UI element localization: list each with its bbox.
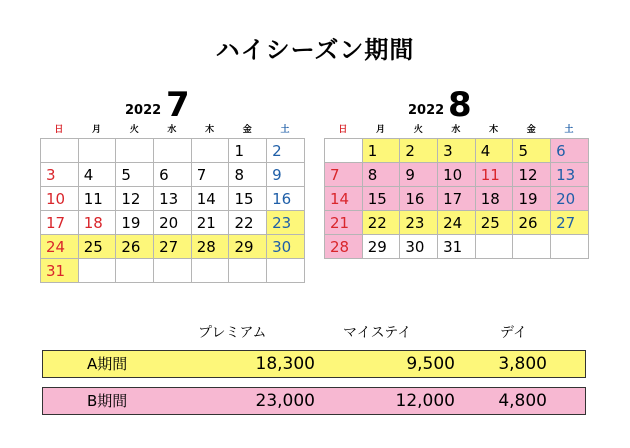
- calendar-day-cell: 18: [475, 187, 513, 211]
- weekday-label: 月: [92, 125, 102, 135]
- calendar-day-cell: 1: [229, 139, 267, 163]
- calendar-empty-cell: [551, 235, 589, 259]
- calendar-empty-cell: [191, 139, 229, 163]
- calendar-week-row: [41, 211, 305, 235]
- weekday-label: 火: [129, 125, 139, 135]
- calendar-day-cell: 23: [400, 211, 438, 235]
- calendar-day-cell: 27: [154, 235, 192, 259]
- weekday-label: 火: [413, 125, 423, 135]
- august-month: 8: [448, 85, 472, 125]
- weekday-label: 月: [376, 125, 386, 135]
- weekday-label: 土: [280, 125, 290, 135]
- calendar-day-cell: 24: [438, 211, 476, 235]
- calendar-day-cell: 11: [475, 163, 513, 187]
- july-year: 2022: [125, 103, 162, 118]
- calendar-day-cell: 22: [362, 211, 400, 235]
- calendar-week-row: [325, 211, 589, 235]
- calendar-day-cell: 28: [325, 235, 363, 259]
- calendar-day-cell: 24: [41, 235, 79, 259]
- price-mystay: 9,500: [406, 354, 455, 374]
- weekday-label: 水: [451, 125, 461, 135]
- weekday-label: 日: [338, 125, 348, 135]
- weekday-label: 土: [564, 125, 574, 135]
- calendar-day-cell: 23: [267, 211, 305, 235]
- calendar-week-row: [41, 235, 305, 259]
- calendar-week-row: [41, 187, 305, 211]
- calendar-day-cell: 3: [438, 139, 476, 163]
- price-row-b: [42, 387, 586, 415]
- weekday-label: 金: [242, 125, 252, 135]
- weekday-label: 日: [54, 125, 64, 135]
- calendar-empty-cell: [78, 259, 116, 283]
- calendar-day-cell: 3: [41, 163, 79, 187]
- calendar-day-cell: 7: [191, 163, 229, 187]
- calendar-day-cell: 21: [191, 211, 229, 235]
- calendar-day-cell: 22: [229, 211, 267, 235]
- period-label: B期間: [87, 392, 128, 410]
- calendar-week-row: [41, 259, 305, 283]
- august-year: 2022: [408, 103, 445, 118]
- calendar-day-cell: 19: [513, 187, 551, 211]
- calendar-empty-cell: [116, 139, 154, 163]
- weekday-label: 水: [167, 125, 177, 135]
- calendar-day-cell: 5: [513, 139, 551, 163]
- calendar-week-row: [325, 187, 589, 211]
- calendar-day-cell: 31: [41, 259, 79, 283]
- calendar-week-row: [41, 139, 305, 163]
- calendar-day-cell: 26: [116, 235, 154, 259]
- calendar-day-cell: 15: [362, 187, 400, 211]
- calendar-day-cell: 5: [116, 163, 154, 187]
- calendar-day-cell: 18: [78, 211, 116, 235]
- calendar-day-cell: 4: [475, 139, 513, 163]
- calendar-day-cell: 10: [41, 187, 79, 211]
- august-calendar: [324, 122, 589, 259]
- calendar-day-cell: 28: [191, 235, 229, 259]
- calendar-day-cell: 29: [229, 235, 267, 259]
- august-header: [324, 82, 588, 125]
- price-premium: 23,000: [255, 391, 315, 411]
- price-premium: 18,300: [255, 354, 315, 374]
- weekday-label: 木: [205, 125, 215, 135]
- calendar-empty-cell: [191, 259, 229, 283]
- price-day: 4,800: [498, 391, 547, 411]
- price-header-day: デイ: [500, 325, 528, 341]
- price-mystay: 12,000: [395, 391, 455, 411]
- calendar-week-row: [325, 163, 589, 187]
- calendar-day-cell: 14: [191, 187, 229, 211]
- calendar-day-cell: 2: [267, 139, 305, 163]
- calendar-day-cell: 17: [438, 187, 476, 211]
- august-date-grid: [324, 138, 589, 259]
- weekday-label: 木: [489, 125, 499, 135]
- july-header: [40, 82, 304, 125]
- calendar-day-cell: 8: [362, 163, 400, 187]
- calendar-day-cell: 9: [267, 163, 305, 187]
- july-weekday-row: [40, 122, 305, 138]
- price-day: 3,800: [498, 354, 547, 374]
- calendar-day-cell: 6: [551, 139, 589, 163]
- calendar-day-cell: 9: [400, 163, 438, 187]
- calendar-day-cell: 12: [513, 163, 551, 187]
- august-weekday-row: [324, 122, 589, 138]
- calendar-day-cell: 4: [78, 163, 116, 187]
- calendar-day-cell: 27: [551, 211, 589, 235]
- calendar-day-cell: 17: [41, 211, 79, 235]
- calendar-empty-cell: [267, 259, 305, 283]
- calendar-day-cell: 16: [400, 187, 438, 211]
- calendar-day-cell: 31: [438, 235, 476, 259]
- calendar-day-cell: 19: [116, 211, 154, 235]
- calendar-empty-cell: [154, 139, 192, 163]
- calendar-day-cell: 13: [551, 163, 589, 187]
- calendar-day-cell: 15: [229, 187, 267, 211]
- calendar-empty-cell: [325, 139, 363, 163]
- calendar-day-cell: 21: [325, 211, 363, 235]
- price-header-mystay: マイステイ: [343, 325, 412, 341]
- july-date-grid: [40, 138, 305, 283]
- period-label: A期間: [87, 355, 128, 373]
- calendar-day-cell: 1: [362, 139, 400, 163]
- calendar-empty-cell: [513, 235, 551, 259]
- calendar-day-cell: 16: [267, 187, 305, 211]
- calendar-week-row: [325, 139, 589, 163]
- calendar-day-cell: 14: [325, 187, 363, 211]
- calendar-empty-cell: [475, 235, 513, 259]
- weekday-label: 金: [526, 125, 536, 135]
- calendar-day-cell: 20: [154, 211, 192, 235]
- calendar-empty-cell: [229, 259, 267, 283]
- calendar-day-cell: 30: [267, 235, 305, 259]
- calendar-day-cell: 30: [400, 235, 438, 259]
- calendar-week-row: [41, 163, 305, 187]
- calendar-day-cell: 20: [551, 187, 589, 211]
- calendar-day-cell: 7: [325, 163, 363, 187]
- calendar-empty-cell: [116, 259, 154, 283]
- price-header-premium: プレミアム: [198, 325, 267, 341]
- calendar-day-cell: 25: [475, 211, 513, 235]
- calendar-day-cell: 25: [78, 235, 116, 259]
- july-calendar: [40, 122, 305, 283]
- calendar-day-cell: 2: [400, 139, 438, 163]
- calendar-day-cell: 12: [116, 187, 154, 211]
- calendar-day-cell: 11: [78, 187, 116, 211]
- calendar-day-cell: 13: [154, 187, 192, 211]
- calendar-day-cell: 29: [362, 235, 400, 259]
- calendar-empty-cell: [78, 139, 116, 163]
- page-title: ハイシーズン期間: [215, 36, 415, 64]
- calendar-day-cell: 8: [229, 163, 267, 187]
- calendar-empty-cell: [154, 259, 192, 283]
- calendar-week-row: [325, 235, 589, 259]
- calendar-day-cell: 6: [154, 163, 192, 187]
- calendar-day-cell: 10: [438, 163, 476, 187]
- calendar-day-cell: 26: [513, 211, 551, 235]
- calendar-empty-cell: [41, 139, 79, 163]
- price-row-a: [42, 350, 586, 378]
- july-month: 7: [166, 85, 190, 125]
